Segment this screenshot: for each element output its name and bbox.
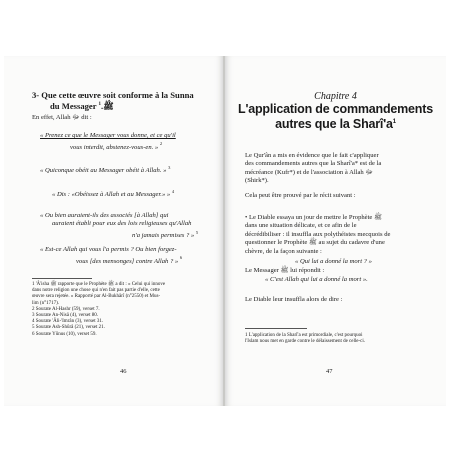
footnote-line: lim (n°1717). — [32, 300, 59, 306]
quran-quote-5: « Est-ce Allah qui vous l'a permis ? Ou bien forgez- vous [des mensonges] contre Allah ? » $^6$ — [40, 246, 183, 265]
footnotes-left — [32, 282, 218, 338]
left-page — [4, 56, 223, 406]
chapter-title: L'application de commandements autres que la $Sharî'a^1$ — [238, 102, 433, 132]
intro-text: En effet, Allah ﷻ dit : — [32, 114, 92, 121]
footnote-divider — [32, 278, 92, 279]
book-spread — [4, 56, 446, 406]
quote-answer: « C'est Allah qui lui a donné la mort ». — [265, 276, 368, 283]
quran-quote-4: « Ou bien auraient-ils des associés [à Allah] qui auraient établi pour eux des lois religieuses qu'Allah n'a jamais permises ? » $^5$ — [40, 212, 199, 239]
paragraph-2: Cela peut être prouvé par le récit suivant : — [245, 192, 356, 199]
footnote-line: 1 L'application de la Sharî'a est primordiale, c'est pourquoi — [245, 333, 363, 338]
footnote-line: œuvre sera rejetée. » Rapporté par Al-Bukhârî (n°2550) et Mus- — [32, 294, 161, 300]
quran-quote-3: « Dis : «Obéissez à Allah et au Messager.» » $^4$ — [52, 189, 175, 199]
footnote-line: 1 'Â'isha ﷺ rapporte que le Prophète ﷺ a dit : « Celui qui innove — [32, 282, 166, 287]
footnote-divider — [245, 328, 307, 329]
page-number: 46 — [120, 368, 127, 375]
footnote-line: 3 Sourate An-Nisâ (4), verset 80. — [32, 313, 98, 319]
paragraph-1: Le Qur'ân a mis en évidence que le fait c'appliquer des commandements autres que la Sharî'a* est de la mécréance (Kufr*) et de l'association à Allah ﷻ (Shirk*). — [245, 152, 382, 185]
page-number: 47 — [326, 368, 333, 375]
paragraph-4: Le Diable leur insuffla alors de dire : — [245, 296, 343, 303]
footnote-line: 5 Sourate Ash-Shûrâ (21), verset 21. — [32, 325, 105, 331]
footnote-line: 6 Sourate Yûnus (10), verset 59. — [32, 331, 97, 337]
section-heading: 3- Que cette œuvre soit conforme à la Sunna du Messager ﷺ.$^1$ — [32, 90, 194, 111]
paragraph-3: • Le Diable essaya un jour de mettre le Prophète ﷺ dans une situation délicate, et ce afin de le décrédibiliser : il insuffla aux polythéistes mecquois de questionner le Prophète ﷺ au sujet du cadavre d'une chèvre, de la façon suivante : — [245, 214, 391, 255]
footnotes-right — [245, 333, 435, 345]
chapter-label: Chapitre 4 — [314, 91, 357, 102]
quran-quote-2: « Quiconque obéit au Messager obéit à Allah. » $^3$ — [40, 165, 171, 175]
footnote-line: l'Islam nous met en garde contre le délaissement de celle-ci. — [245, 339, 366, 345]
quran-quote-1: « Prenez ce que le Messager vous donne, et ce qu'il vous interdit, abstenez-vous-en. » $^2$ — [40, 132, 176, 151]
reply-intro: Le Messager ﷺ lui répondit : — [245, 267, 325, 274]
footnote-line: 4 Sourate 'Âli-'Imrân (3), verset 31. — [32, 319, 104, 325]
footnote-line: 2 Sourate Al-Hashr (59), verset 7. — [32, 306, 100, 312]
right-page — [225, 56, 446, 406]
footnote-line: dans notre religion une chose qui n'en fait pas partie d'elle, cette — [32, 288, 160, 294]
quote-question: « Qui lui a donné la mort ? » — [295, 258, 372, 265]
